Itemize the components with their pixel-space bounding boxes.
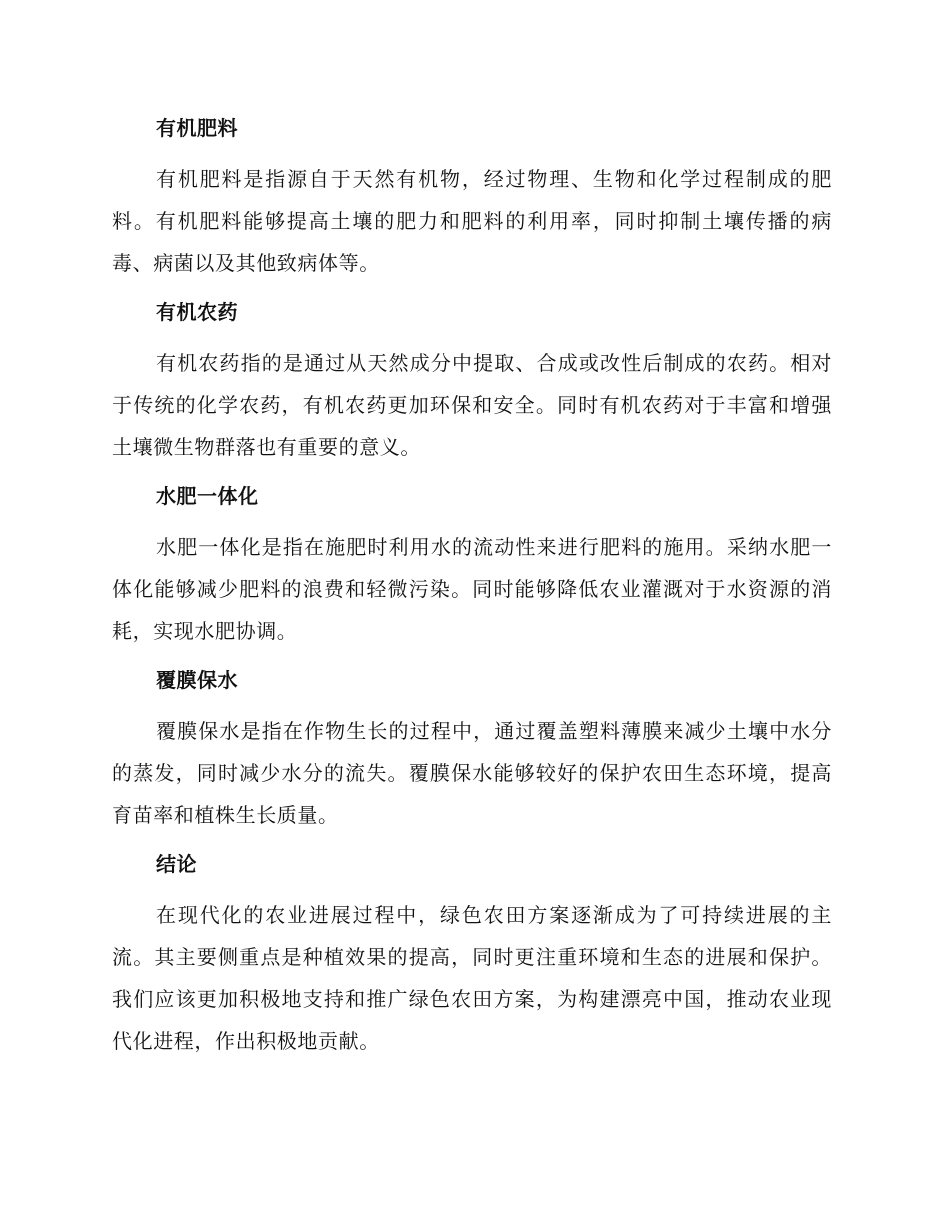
section-paragraph: 覆膜保水是指在作物生长的过程中，通过覆盖塑料薄膜来减少土壤中水分的蒸发，同时减少水分的流失。覆膜保水能够较好的保护农田生态环境，提高育苗率和植株生长质量。 <box>112 719 832 827</box>
section-paragraph: 在现代化的农业进展过程中，绿色农田方案逐渐成为了可持续进展的主流。其主要侧重点是种植效果的提高，同时更注重环境和生态的进展和保护。我们应该更加积极地支持和推广绿色农田方案，为构建漂亮中国，推动农业现代化进程，作出积极地贡献。 <box>112 903 832 1053</box>
section-organic-pesticide <box>112 292 832 476</box>
section-paragraph: 水肥一体化是指在施肥时利用水的流动性来进行肥料的施用。采纳水肥一体化能够减少肥料的浪费和轻微污染。同时能够降低农业灌溉对于水资源的消耗，实现水肥协调。 <box>112 535 832 643</box>
section-conclusion <box>112 844 832 1062</box>
section-heading: 水肥一体化 <box>156 484 259 508</box>
section-heading: 结论 <box>156 852 197 876</box>
section-organic-fertilizer <box>112 108 832 292</box>
section-paragraph: 有机肥料是指源自于天然有机物，经过物理、生物和化学过程制成的肥料。有机肥料能够提高土壤的肥力和肥料的利用率，同时抑制土壤传播的病毒、病菌以及其他致病体等。 <box>112 167 832 275</box>
section-heading: 有机农药 <box>156 300 238 324</box>
section-water-fertilizer-integration <box>112 476 832 660</box>
section-heading: 覆膜保水 <box>156 668 238 692</box>
document-page <box>112 108 832 1062</box>
section-film-mulching <box>112 660 832 844</box>
section-heading: 有机肥料 <box>156 116 238 140</box>
section-paragraph: 有机农药指的是通过从天然成分中提取、合成或改性后制成的农药。相对于传统的化学农药，有机农药更加环保和安全。同时有机农药对于丰富和增强土壤微生物群落也有重要的意义。 <box>112 351 832 459</box>
